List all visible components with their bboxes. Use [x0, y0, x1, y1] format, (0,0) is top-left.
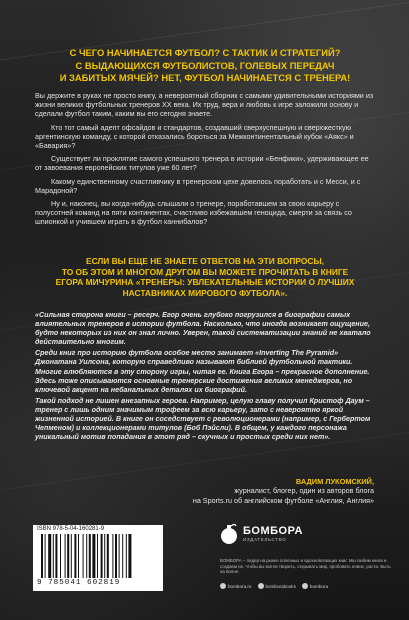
tagline-line: И ЗАБИТЫХ МЯЧЕЙ? НЕТ, ФУТБОЛ НАЧИНАЕТСЯ С ТРЕНЕРА!	[59, 72, 351, 84]
cta-line: НАСТАВНИКАХ МИРОВОГО ФУТБОЛА».	[122, 287, 288, 298]
social-label: bombora	[309, 583, 329, 589]
intro-paragraph: Существует ли проклятие самого успешного тренера в истории «Бенфики», удерживающее ее от завоевания европейских титулов уже 60 лет?	[35, 154, 369, 173]
review-author	[114, 477, 374, 505]
call-to-action	[35, 256, 375, 298]
review-paragraph: Среди книг про историю футбола особое место занимает «Inverting The Pyramid» Джонатана Уилсона, которую справедливо называют библией футбольной тактики. Многие влюбляются в эту сторону игры, читая ее. Книга Егора – прекрасное дополнение. Здесь тоже описываются основные тренерские достижения великих менеджеров, но ключевой акцент на небанальных деталях их биографий.	[35, 349, 370, 394]
vk-icon	[258, 583, 264, 589]
social-label: bombora.ru	[228, 583, 252, 589]
instagram-icon	[302, 583, 308, 589]
review-paragraph: Такой подход не лишен внезапных героев. Например, целую главу получил Кристоф Даум – тренер с лишь одним значимым трофеем за всю карьеру, зато с невероятно яркой жизненной историей. В книге он соседствует с революционерами (например, с Гербертом Чепменом) и коллекционерами титулов (Боб Пэйсли). В общем, у каждого персонажа уникальный мотив попадания в этот ряд – скучных и простых среди них нет».	[35, 396, 371, 442]
social-link[interactable]	[220, 583, 252, 589]
publisher-logo	[220, 523, 303, 545]
author-name: ВАДИМ ЛУКОМСКИЙ,	[295, 477, 374, 486]
social-link[interactable]	[258, 583, 296, 589]
publisher-socials	[220, 583, 328, 589]
ean-number: 9 785041 602819	[37, 579, 121, 587]
tagline	[35, 47, 375, 85]
intro-paragraph: Вы держите в руках не просто книгу, а невероятный сборник с самыми удивительными историями из жизни великих футбольных тренеров XX века. Их труд, вера и любовь к игре заложили основу и сделали футбол таким, каким вы его сегодня знаете.	[35, 91, 374, 119]
author-role: журналист, блогер, один из авторов блога	[234, 486, 374, 496]
barcode-bars	[41, 534, 155, 578]
isbn-label: ISBN 978-5-04-160281-9	[37, 526, 105, 532]
intro-text	[35, 91, 375, 231]
globe-icon	[220, 583, 226, 589]
barcode	[33, 525, 163, 591]
intro-paragraph: Ну и, наконец, вы когда-нибудь слышали о тренере, поработавшем за свою карьеру с полусотней команд на пяти континентах, счастливо избежавшем геноцида, смерти за связь со шпионкой и учившем играть в футбол каннибалов?	[35, 199, 352, 227]
author-role: на Sports.ru об английском футболе «Англия, Англия»	[192, 495, 374, 505]
social-label: bomborabooks	[265, 583, 296, 589]
review-quote	[35, 311, 375, 444]
tagline-line: С ВЫДАЮЩИХСЯ ФУТБОЛИСТОВ, ГОЛЕВЫХ ПЕРЕДАЧ	[75, 59, 335, 71]
intro-paragraph: Какому единственному счастливчику в тренерском цехе довелось поработать и с Месси, и с Марадоной?	[35, 176, 361, 195]
bomb-icon	[220, 523, 238, 545]
cta-line: ЕСЛИ ВЫ ЕЩЕ НЕ ЗНАЕТЕ ОТВЕТОВ НА ЭТИ ВОПРОСЫ,	[85, 256, 324, 266]
tagline-line: С ЧЕГО НАЧИНАЕТСЯ ФУТБОЛ? С ТАКТИК И СТРАТЕГИЙ?	[69, 47, 341, 58]
cta-line: ТО ОБ ЭТОМ И МНОГОМ ДРУГОМ ВЫ МОЖЕТЕ ПРОЧИТАТЬ В КНИГЕ	[61, 266, 349, 277]
publisher-subtitle: ИЗДАТЕЛЬСТВО	[243, 537, 287, 542]
publisher-name: БОМБОРА	[243, 525, 303, 537]
intro-paragraph: Кто тот самый адепт офсайдов и стандартов, создавший сверхуспешную и сверхжесткую аргентинскую команду, с которой отказались бороться за Межконтинентальный кубок «Аякс» и «Бавария»?	[35, 122, 354, 151]
publisher-blurb: БОМБОРА – лидер на рынке полезных и вдохновляющих книг. Мы любим книги и создаем их, чтобы вы могли творить, открывать мир, пробовать новое, расти. Быть на волне.	[220, 558, 391, 575]
review-paragraph: «Сильная сторона книги – ресерч. Егор очень глубоко погрузился в биографии самых влиятельных тренеров в истории футбола. Насколько, что иногда возникает ощущение, будто некоторых из них он знал лично. Уверен, такой систематизации знаний не хватало действительно многим.	[35, 311, 371, 347]
social-link[interactable]	[302, 583, 328, 589]
cta-line: ЕГОРА МИЧУРИНА «ТРЕНЕРЫ: УВЛЕКАТЕЛЬНЫЕ ИСТОРИИ О ЛУЧШИХ	[55, 277, 355, 288]
